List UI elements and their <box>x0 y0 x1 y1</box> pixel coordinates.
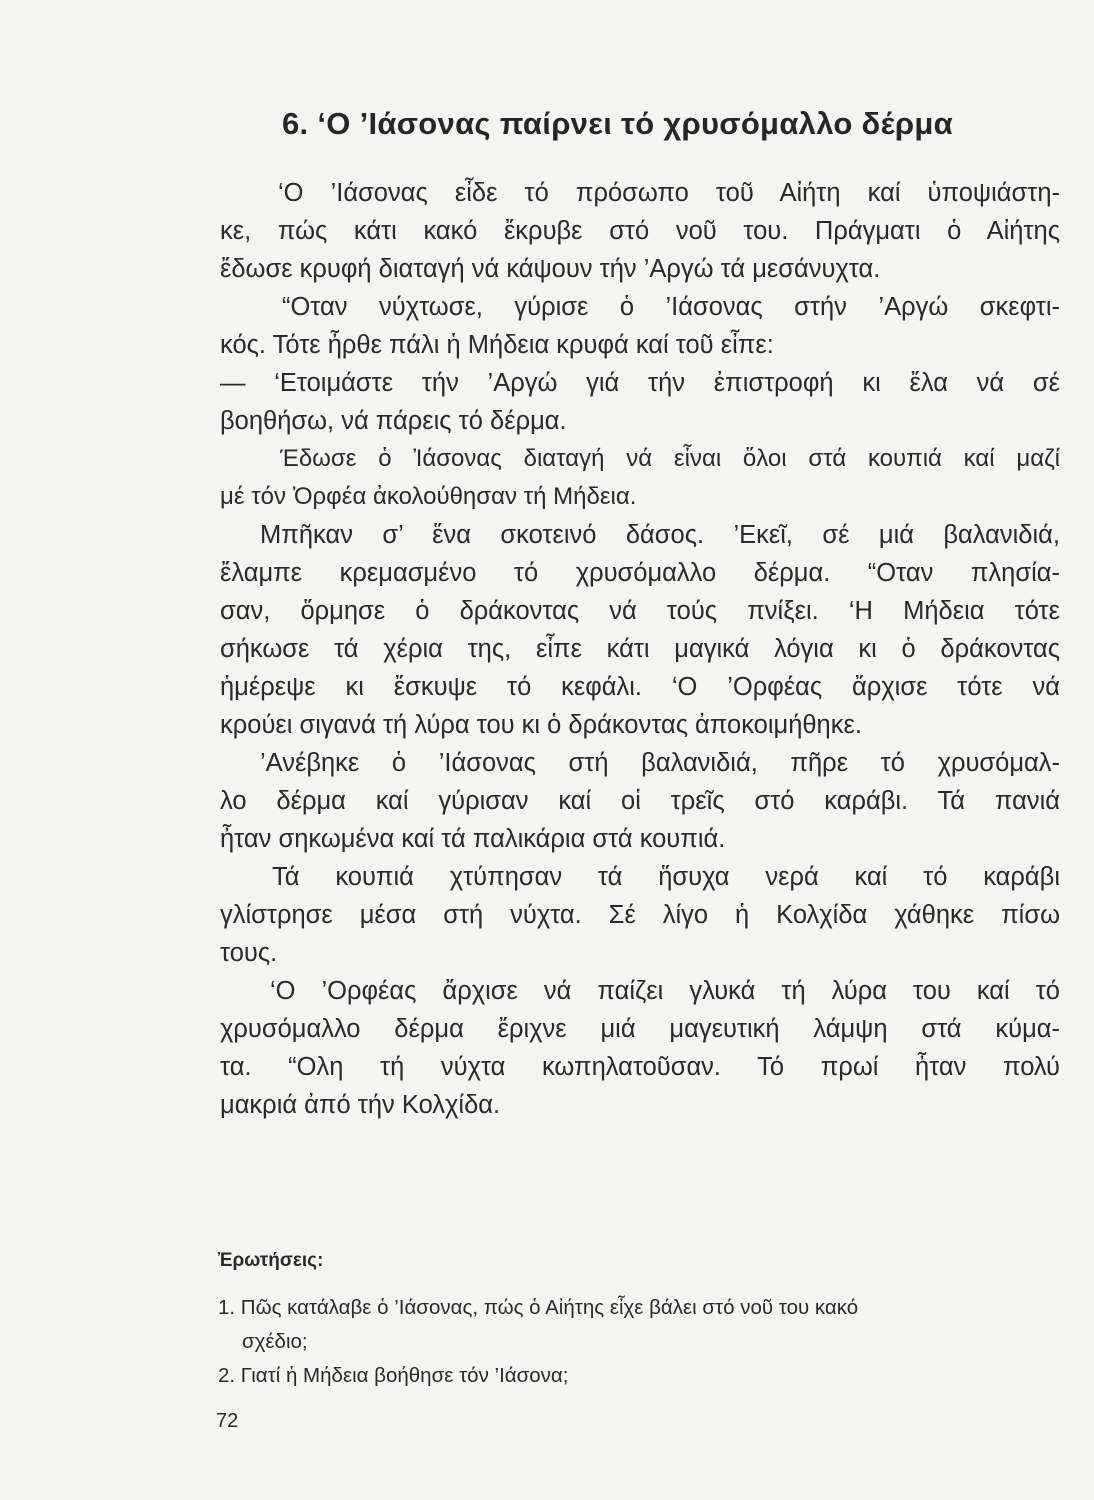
text-line: ‘Ο ’Ιάσονας εἶδε τό πρόσωπο τοῦ Αἰήτη καί ὑποψιάστη- <box>278 179 1060 207</box>
text-line: κε, πώς κάτι κακό ἔκρυβε στό νοῦ του. Πράγματι ὁ Αἰήτης <box>220 217 1060 245</box>
text-line: χρυσόμαλλο δέρμα ἔριχνε μιά μαγευτική λάμψη στά κύμα- <box>220 1015 1060 1043</box>
text-line: μέ τόν Ὀρφέα ἀκολούθησαν τή Μήδεια. <box>220 483 637 510</box>
text-line: “Οταν νύχτωσε, γύρισε ὁ ’Ιάσονας στήν ’Αργώ σκεφτι- <box>282 293 1060 321</box>
text-line: — ‘Ετοιμάστε τήν ’Αργώ γιά τήν ἐπιστροφή κι ἔλα νά σέ <box>220 369 1060 397</box>
question-1: 1. Πῶς κατάλαβε ὁ ’Ιάσονας, πώς ὁ Αἰήτης εἶχε βάλει στό νοῦ του κακό <box>218 1296 859 1319</box>
text-line: μακριά ἀπό τήν Κολχίδα. <box>220 1091 501 1119</box>
text-line: ἔλαμπε κρεμασμένο τό χρυσόμαλλο δέρμα. “Οταν πλησία- <box>220 559 1060 587</box>
text-line: κρούει σιγανά τή λύρα του κι ὁ δράκοντας ἀποκοιμήθηκε. <box>220 711 862 739</box>
text-line: ἦταν σηκωμένα καί τά παλικάρια στά κουπιά. <box>220 825 726 853</box>
text-line: σαν, ὅρμησε ὁ δράκοντας νά τούς πνίξει. ‘Η Μήδεια τότε <box>220 597 1060 625</box>
text-line: βοηθήσω, νά πάρεις τό δέρμα. <box>220 407 567 435</box>
questions-section <box>218 1245 1068 1393</box>
text-line: ἡμέρεψε κι ἔσκυψε τό κεφάλι. ‘Ο ’Ορφέας ἄρχισε τότε νά <box>220 673 1060 701</box>
text-line: κός. Τότε ἦρθε πάλι ἡ Μήδεια κρυφά καί τοῦ εἶπε: <box>220 331 774 359</box>
text-line: Μπῆκαν σ’ ἕνα σκοτεινό δάσος. ’Εκεῖ, σέ μιά βαλανιδιά, <box>260 521 1060 549</box>
text-line: ‘Ο ’Ορφέας ἄρχισε νά παίζει γλυκά τή λύρα του καί τό <box>270 977 1060 1005</box>
question-2: 2. Γιατί ἡ Μήδεια βοήθησε τόν ’Ιάσονα; <box>218 1364 569 1387</box>
text-line: Τά κουπιά χτύπησαν τά ἥσυχα νερά καί τό καράβι <box>272 863 1060 891</box>
text-line: σήκωσε τά χέρια της, εἶπε κάτι μαγικά λόγια κι ὁ δράκοντας <box>220 635 1060 663</box>
text-line: ἔδωσε κρυφή διαταγή νά κάψουν τήν ’Αργώ τά μεσάνυχτα. <box>220 255 881 283</box>
text-line: τους. <box>220 939 278 967</box>
questions-heading: Ἐρωτήσεις: <box>218 1250 324 1271</box>
text-line: ’Ανέβηκε ὁ ’Ιάσονας στή βαλανιδιά, πῆρε τό χρυσόμαλ- <box>260 749 1060 777</box>
chapter-title: 6. ‘Ο ’Ιάσονας παίρνει τό χρυσόμαλλο δέρμα <box>282 106 954 141</box>
page-number: 72 <box>216 1410 239 1432</box>
text-line: λο δέρμα καί γύρισαν καί οἱ τρεῖς στό καράβι. Τά πανιά <box>220 787 1060 815</box>
text-line: Έδωσε ὁ Ἰάσονας διαταγή νά εἶναι ὅλοι στά κουπιά καί μαζί <box>280 445 1060 472</box>
text-line: τα. “Ολη τή νύχτα κωπηλατοῦσαν. Τό πρωί ἦταν πολύ <box>220 1053 1060 1081</box>
text-line: γλίστρησε μέσα στή νύχτα. Σέ λίγο ἡ Κολχίδα χάθηκε πίσω <box>220 901 1060 929</box>
chapter-body <box>220 174 1060 1124</box>
question-1-continued: σχέδιο; <box>242 1330 308 1353</box>
